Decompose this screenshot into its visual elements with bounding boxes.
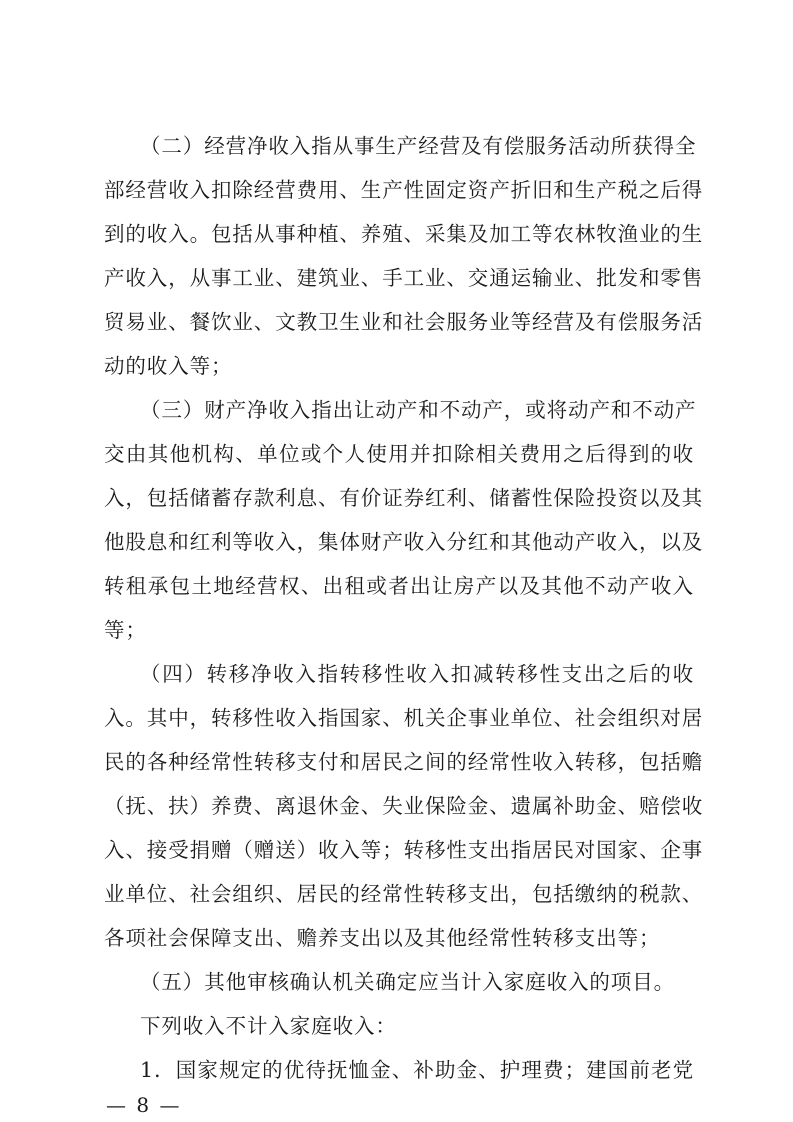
paragraph-4-line-3: 民的各种经常性转移支付和居民之间的经常性收入转移，包括赡 [104, 750, 704, 774]
paragraph-4-line-1: （四）转移净收入指转移性收入扣减转移性支出之后的收 [140, 662, 694, 686]
paragraph-2-line-5: 贸易业、餐饮业、文教卫生业和社会服务业等经营及有偿服务活 [104, 310, 704, 334]
paragraph-3-line-5: 转租承包土地经营权、出租或者出让房产以及其他不动产收入 [104, 574, 694, 598]
paragraph-6-line-1: 下列收入不计入家庭收入： [140, 1014, 397, 1038]
paragraph-4-line-2: 入。其中，转移性收入指国家、机关企事业单位、社会组织对居 [104, 706, 704, 730]
paragraph-4-line-5: 入、接受捐赠（赠送）收入等；转移性支出指居民对国家、企事 [104, 838, 704, 862]
paragraph-2-line-1: （二）经营净收入指从事生产经营及有偿服务活动所获得全 [140, 134, 697, 158]
paragraph-4-line-7: 各项社会保障支出、赡养支出以及其他经常性转移支出等； [104, 926, 661, 950]
paragraph-4-line-6: 业单位、社会组织、居民的经常性转移支出，包括缴纳的税款、 [104, 882, 704, 906]
paragraph-2-line-3: 到的收入。包括从事种植、养殖、采集及加工等农林牧渔业的生 [104, 222, 704, 246]
paragraph-3-line-4: 他股息和红利等收入，集体财产收入分红和其他动产收入，以及 [104, 530, 704, 554]
paragraph-3-line-6: 等； [104, 618, 147, 642]
list-item-1-line-1: 1．国家规定的优待抚恤金、补助金、护理费；建国前老党 [140, 1058, 694, 1082]
paragraph-3-line-2: 交由其他机构、单位或个人使用并扣除相关费用之后得到的收 [104, 442, 694, 466]
paragraph-3-line-3: 入，包括储蓄存款利息、有价证券红利、储蓄性保险投资以及其 [104, 486, 704, 510]
paragraph-5-line-1: （五）其他审核确认机关确定应当计入家庭收入的项目。 [140, 970, 675, 994]
page-number: — 8 — [106, 1093, 182, 1117]
paragraph-3-line-1: （三）财产净收入指出让动产和不动产，或将动产和不动产 [140, 398, 697, 422]
paragraph-2-line-4: 产收入，从事工业、建筑业、手工业、交通运输业、批发和零售 [104, 266, 704, 290]
paragraph-2-line-6: 动的收入等； [104, 354, 233, 378]
paragraph-2-line-2: 部经营收入扣除经营费用、生产性固定资产折旧和生产税之后得 [104, 178, 704, 202]
paragraph-4-line-4: （抚、扶）养费、离退休金、失业保险金、遗属补助金、赔偿收 [104, 794, 704, 818]
